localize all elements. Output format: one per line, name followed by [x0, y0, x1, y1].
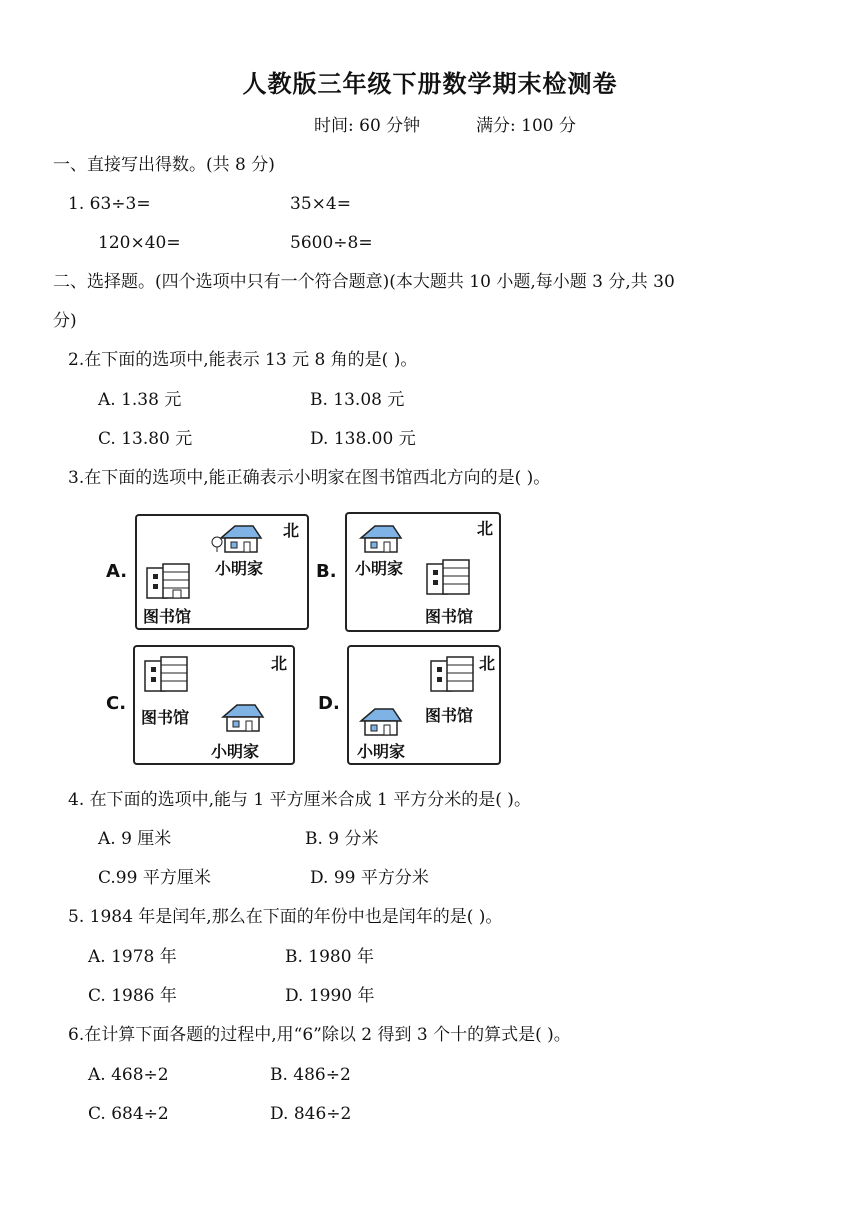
- section2-heading-cont: 分): [53, 311, 77, 331]
- question-5-stem: 5. 1984 年是闰年,那么在下面的年份中也是闰年的是( )。: [68, 907, 503, 927]
- exam-time: 时间: 60 分钟: [314, 116, 421, 136]
- option-a[interactable]: A. 9 厘米: [98, 829, 172, 849]
- home-label: 小明家: [357, 742, 406, 761]
- option-b[interactable]: B. 1980 年: [285, 947, 374, 967]
- calc-item: 35×4=: [290, 194, 351, 214]
- map-option-letter[interactable]: C.: [106, 693, 127, 714]
- option-c[interactable]: C. 1986 年: [88, 986, 177, 1006]
- option-d[interactable]: D. 1990 年: [285, 986, 375, 1006]
- question-3-stem: 3.在下面的选项中,能正确表示小明家在图书馆西北方向的是( )。: [68, 468, 551, 488]
- north-label: 北: [271, 654, 288, 673]
- north-label: 北: [477, 519, 494, 538]
- option-a[interactable]: A. 468÷2: [88, 1065, 169, 1085]
- option-b[interactable]: B. 9 分米: [305, 829, 379, 849]
- option-d[interactable]: D. 138.00 元: [310, 429, 416, 449]
- calc-item: 1. 63÷3=: [68, 194, 151, 214]
- home-label: 小明家: [211, 742, 260, 761]
- map-option-d[interactable]: [347, 645, 501, 765]
- map-option-a[interactable]: [135, 514, 309, 630]
- map-option-letter[interactable]: D.: [318, 693, 340, 714]
- library-label: 图书馆: [425, 607, 474, 626]
- option-b[interactable]: B. 486÷2: [270, 1065, 351, 1085]
- option-d[interactable]: D. 99 平方分米: [310, 868, 429, 888]
- option-a[interactable]: A. 1978 年: [88, 947, 177, 967]
- exam-score: 满分: 100 分: [476, 116, 576, 136]
- question-2-stem: 2.在下面的选项中,能表示 13 元 8 角的是( )。: [68, 350, 418, 370]
- library-label: 图书馆: [143, 607, 192, 626]
- library-label: 图书馆: [425, 706, 474, 725]
- section1-heading: 一、直接写出得数。(共 8 分): [53, 155, 275, 175]
- option-c[interactable]: C. 684÷2: [88, 1104, 169, 1124]
- map-option-letter[interactable]: A.: [106, 561, 128, 582]
- option-c[interactable]: C. 13.80 元: [98, 429, 193, 449]
- home-label: 小明家: [355, 559, 404, 578]
- north-label: 北: [283, 521, 300, 540]
- north-label: 北: [479, 654, 496, 673]
- map-option-b[interactable]: [345, 512, 501, 632]
- map-option-letter[interactable]: B.: [316, 561, 337, 582]
- page-title: 人教版三年级下册数学期末检测卷: [242, 70, 618, 98]
- option-d[interactable]: D. 846÷2: [270, 1104, 352, 1124]
- option-a[interactable]: A. 1.38 元: [98, 390, 182, 410]
- section2-heading: 二、选择题。(四个选项中只有一个符合题意)(本大题共 10 小题,每小题 3 分,共 30: [53, 272, 675, 292]
- option-b[interactable]: B. 13.08 元: [310, 390, 405, 410]
- library-label: 图书馆: [141, 708, 190, 727]
- question-6-stem: 6.在计算下面各题的过程中,用“6”除以 2 得到 3 个十的算式是( )。: [68, 1025, 571, 1045]
- map-option-c[interactable]: [133, 645, 295, 765]
- home-label: 小明家: [215, 559, 264, 578]
- option-c[interactable]: C.99 平方厘米: [98, 868, 211, 888]
- calc-item: 5600÷8=: [290, 233, 373, 253]
- question-4-stem: 4. 在下面的选项中,能与 1 平方厘米合成 1 平方分米的是( )。: [68, 790, 531, 810]
- calc-item: 120×40=: [98, 233, 181, 253]
